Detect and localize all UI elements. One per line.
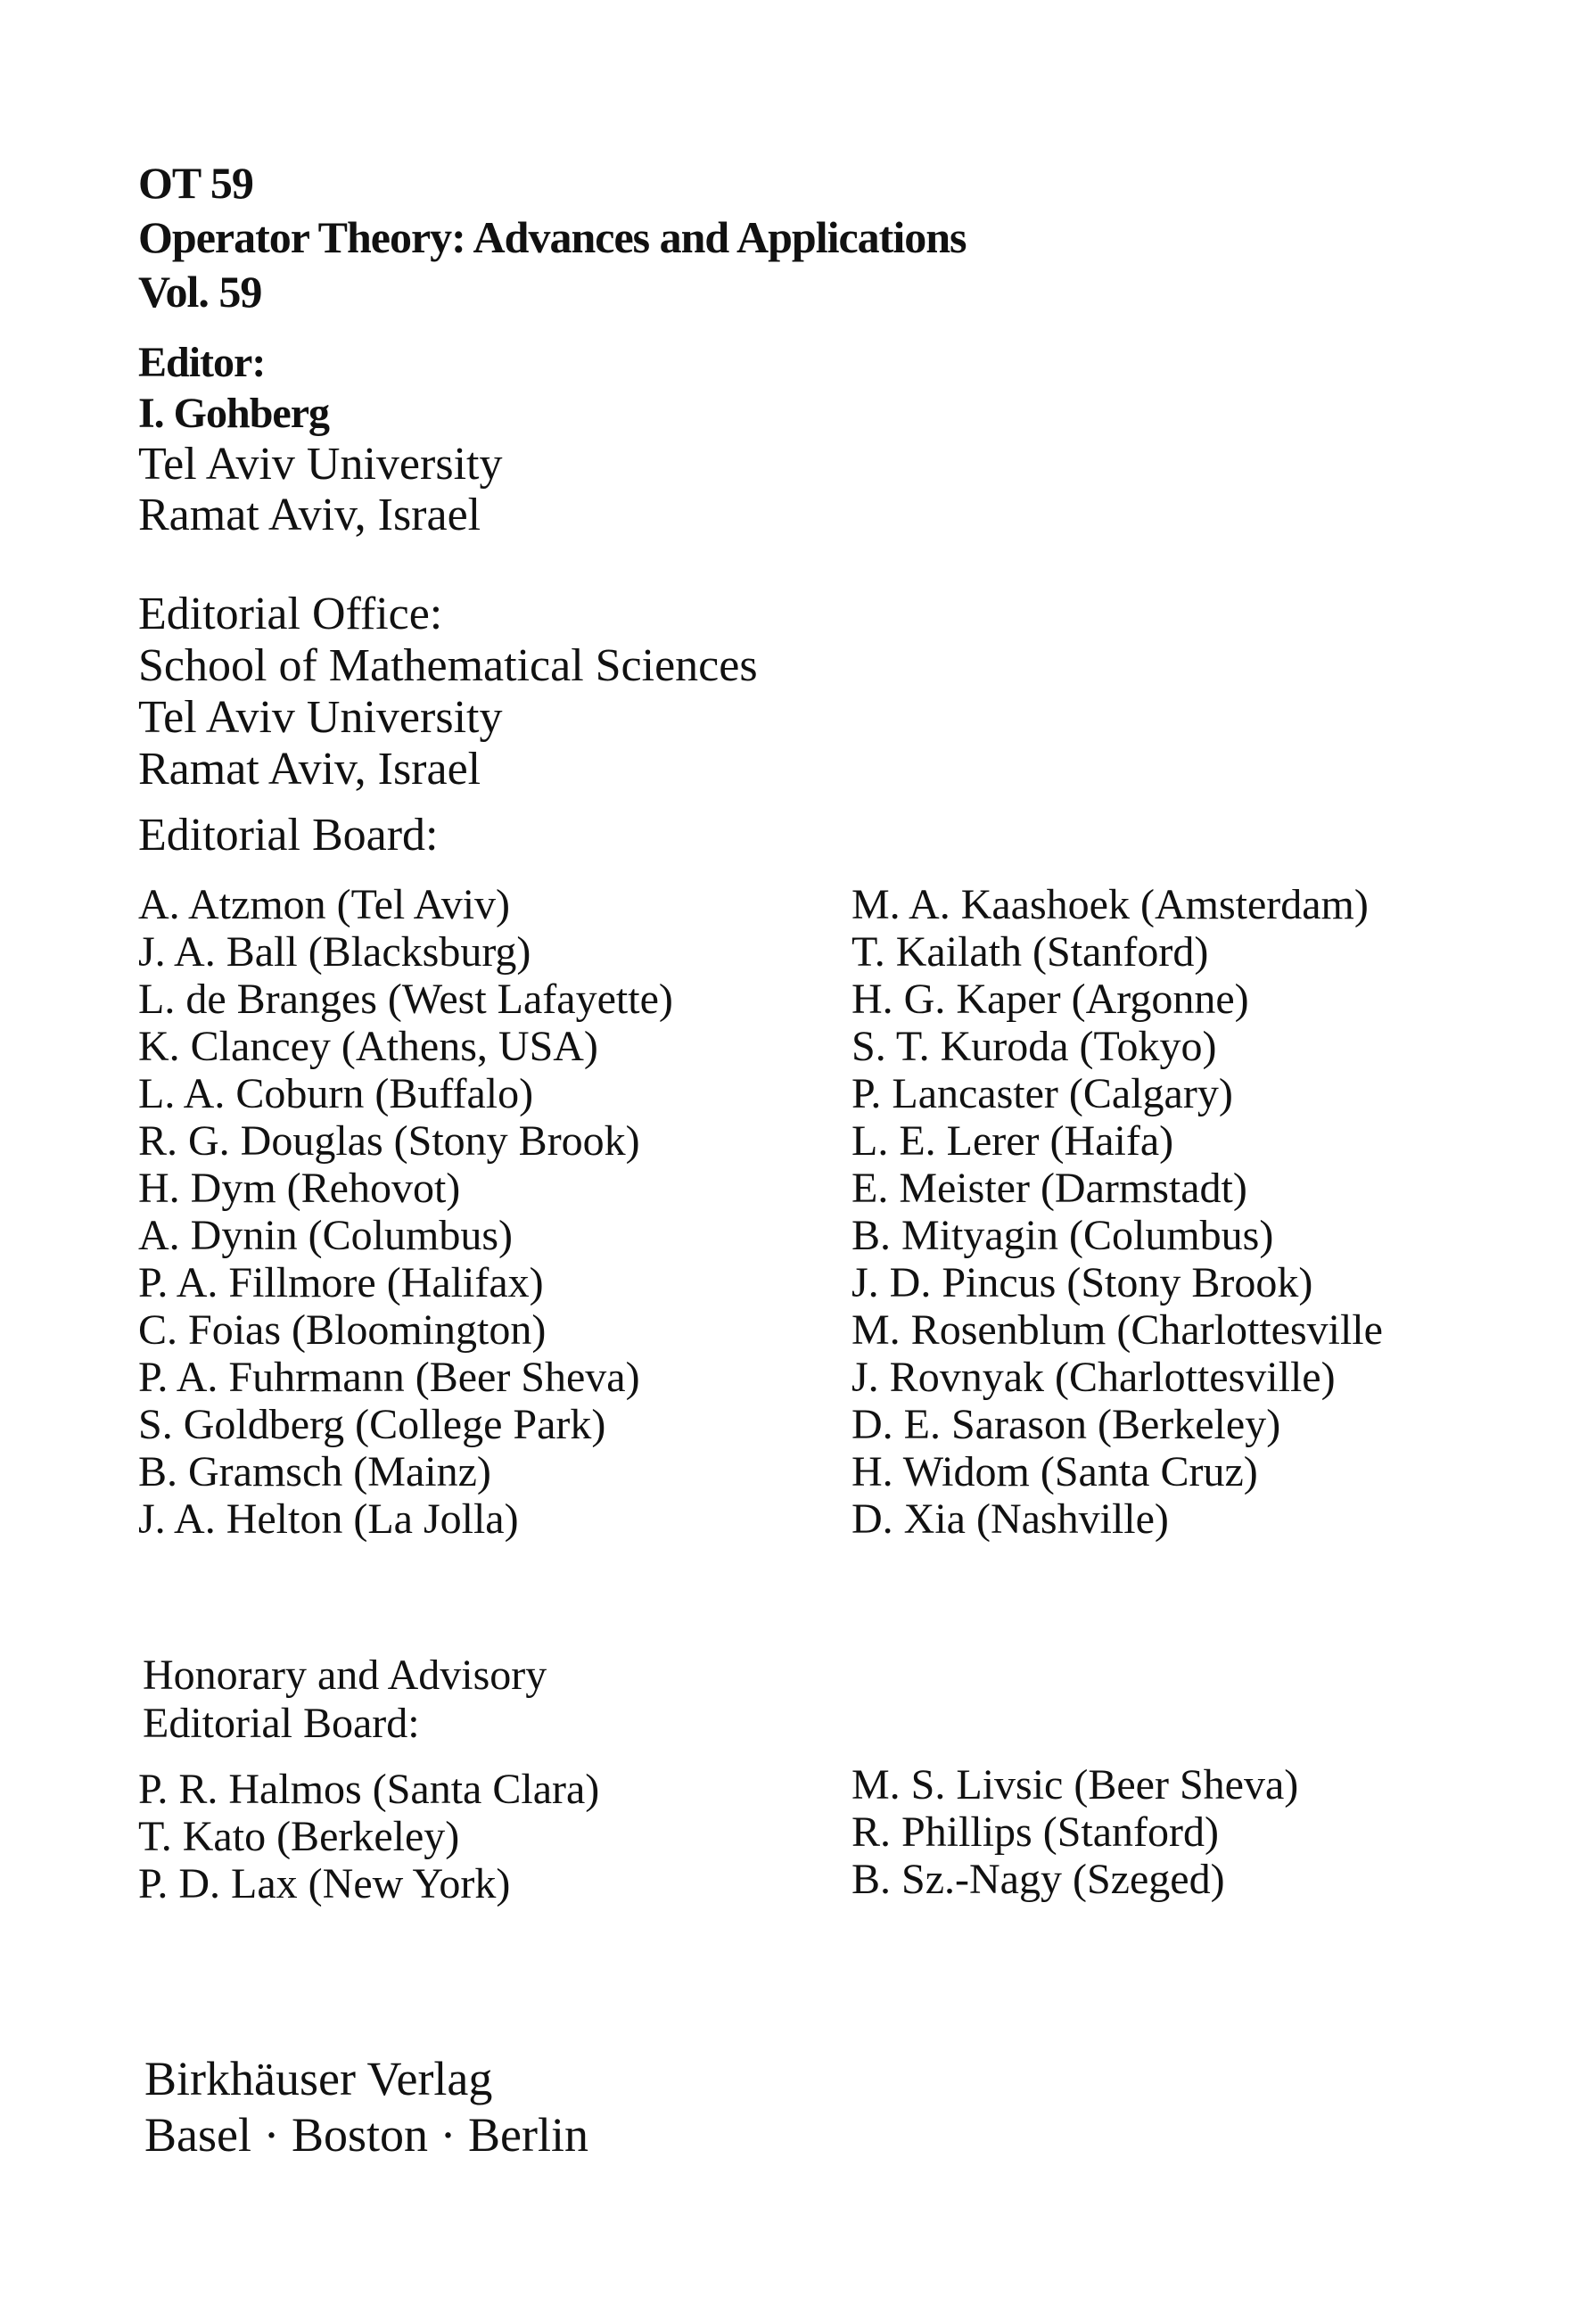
board-member: D. Xia (Nashville) xyxy=(851,1495,1169,1543)
board-member: C. Foias (Bloomington) xyxy=(138,1306,547,1354)
board-member: H. G. Kaper (Argonne) xyxy=(851,976,1249,1023)
board-member: J. A. Helton (La Jolla) xyxy=(138,1495,519,1543)
editor-name: I. Gohberg xyxy=(138,390,330,437)
editor-affiliation-line: Tel Aviv University xyxy=(138,439,503,490)
board-member: A. Atzmon (Tel Aviv) xyxy=(138,881,511,928)
board-member: M. Rosenblum (Charlottesville xyxy=(851,1306,1383,1354)
honorary-member: P. D. Lax (New York) xyxy=(138,1860,511,1907)
board-member: M. A. Kaashoek (Amsterdam) xyxy=(851,881,1369,928)
board-member: H. Dym (Rehovot) xyxy=(138,1165,461,1212)
honorary-heading-line: Honorary and Advisory xyxy=(143,1652,547,1699)
board-member: R. G. Douglas (Stony Brook) xyxy=(138,1117,640,1165)
honorary-board-heading xyxy=(143,1652,547,1748)
series-volume: Vol. 59 xyxy=(138,267,262,317)
editorial-office-line: Ramat Aviv, Israel xyxy=(138,744,481,795)
editorial-office-line: Tel Aviv University xyxy=(138,692,503,743)
honorary-member: T. Kato (Berkeley) xyxy=(138,1813,460,1860)
board-member: S. T. Kuroda (Tokyo) xyxy=(851,1023,1217,1070)
editorial-office-heading: Editorial Office: xyxy=(138,589,443,639)
editorial-board-heading: Editorial Board: xyxy=(138,810,439,861)
honorary-member: B. Sz.-Nagy (Szeged) xyxy=(851,1856,1225,1903)
board-member: J. D. Pincus (Stony Brook) xyxy=(851,1259,1313,1306)
board-member: P. A. Fuhrmann (Beer Sheva) xyxy=(138,1354,640,1401)
board-member: E. Meister (Darmstadt) xyxy=(851,1165,1247,1212)
honorary-member: M. S. Livsic (Beer Sheva) xyxy=(851,1761,1299,1808)
series-title: Operator Theory: Advances and Applications xyxy=(138,212,967,262)
board-member: L. E. Lerer (Haifa) xyxy=(851,1117,1174,1165)
editor-section xyxy=(138,337,502,540)
editorial-board-right-column xyxy=(851,881,1383,1543)
editor-heading: Editor: xyxy=(138,339,266,386)
series-info xyxy=(138,156,966,319)
editorial-board-left-column xyxy=(138,881,673,1543)
board-member: A. Dynin (Columbus) xyxy=(138,1212,513,1259)
editorial-office-line: School of Mathematical Sciences xyxy=(138,640,758,691)
board-member: B. Gramsch (Mainz) xyxy=(138,1448,491,1495)
board-member: P. Lancaster (Calgary) xyxy=(851,1070,1233,1117)
board-member: J. Rovnyak (Charlottesville) xyxy=(851,1354,1336,1401)
editorial-office-section xyxy=(138,589,758,795)
board-member: P. A. Fillmore (Halifax) xyxy=(138,1259,544,1306)
board-member: K. Clancey (Athens, USA) xyxy=(138,1023,598,1070)
board-member: L. A. Coburn (Buffalo) xyxy=(138,1070,534,1117)
honorary-heading-line: Editorial Board: xyxy=(143,1700,420,1747)
series-code: OT 59 xyxy=(138,158,253,208)
publisher-cities: Basel · Boston · Berlin xyxy=(144,2108,588,2162)
honorary-board-right-column xyxy=(851,1761,1298,1903)
honorary-member: P. R. Halmos (Santa Clara) xyxy=(138,1766,600,1813)
board-member: B. Mityagin (Columbus) xyxy=(851,1212,1274,1259)
editor-affiliation-line: Ramat Aviv, Israel xyxy=(138,490,481,540)
board-member: T. Kailath (Stanford) xyxy=(851,928,1209,976)
board-member: H. Widom (Santa Cruz) xyxy=(851,1448,1258,1495)
board-member: S. Goldberg (College Park) xyxy=(138,1401,606,1448)
publisher-name: Birkhäuser Verlag xyxy=(144,2052,493,2105)
honorary-member: R. Phillips (Stanford) xyxy=(851,1808,1220,1856)
honorary-board-left-column xyxy=(138,1766,599,1907)
board-member: L. de Branges (West Lafayette) xyxy=(138,976,673,1023)
board-member: D. E. Sarason (Berkeley) xyxy=(851,1401,1281,1448)
publisher-section xyxy=(144,2051,588,2163)
board-member: J. A. Ball (Blacksburg) xyxy=(138,928,531,976)
